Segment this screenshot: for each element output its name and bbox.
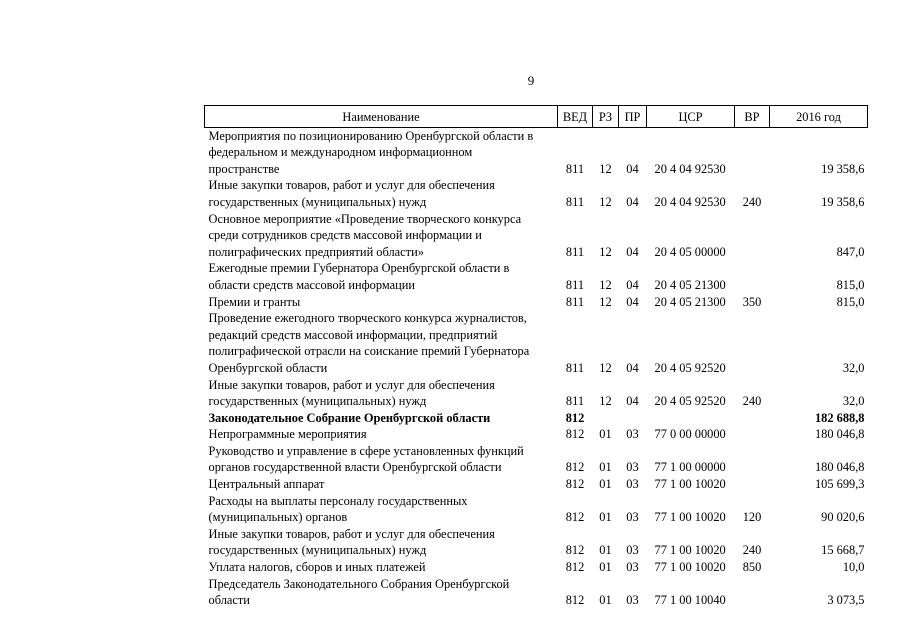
row-pr: 04 (626, 194, 639, 209)
table-row (205, 260, 868, 293)
row-vr (735, 576, 770, 609)
row-name-line: государственных (муниципальных) нужд (208, 543, 427, 558)
table-row (205, 211, 868, 261)
row-name-line: области средств массовой информации (208, 277, 415, 292)
row-vr (735, 211, 770, 261)
row-csr: 20 4 04 92530 (654, 161, 726, 176)
row-vr (735, 127, 770, 177)
row-csr: 20 4 05 92520 (654, 360, 726, 375)
row-name-line: Законодательное Собрание Оренбургской области (208, 410, 491, 425)
row-vr (735, 443, 770, 476)
row-name (205, 476, 558, 493)
row-name-line: Иные закупки товаров, работ и услуг для обеспечения (208, 377, 495, 392)
row-name (205, 426, 558, 443)
row-rz: 01 (599, 460, 612, 475)
row-amount: 815,0 (836, 277, 865, 292)
row-ved: 811 (565, 244, 585, 259)
row-name-line: Ежегодные премии Губернатора Оренбургской области в (208, 261, 510, 276)
row-ved: 811 (565, 394, 585, 409)
row-ved: 812 (565, 510, 585, 525)
table-row (205, 443, 868, 476)
row-csr: 77 1 00 10040 (654, 593, 726, 608)
row-amount: 10,0 (842, 560, 865, 575)
row-ved: 812 (565, 410, 585, 425)
table-row (205, 493, 868, 526)
row-name (205, 177, 558, 210)
row-ved: 811 (565, 161, 585, 176)
row-pr: 04 (626, 277, 639, 292)
table-row (205, 410, 868, 427)
row-csr: 20 4 05 92520 (654, 394, 726, 409)
table-row (205, 576, 868, 609)
row-vr: 850 (742, 560, 762, 575)
header-csr: ЦСР (647, 106, 735, 128)
header-vr: ВР (735, 106, 770, 128)
row-name (205, 211, 558, 261)
budget-table (204, 105, 868, 609)
row-amount: 180 046,8 (814, 427, 865, 442)
row-pr: 03 (626, 543, 639, 558)
row-name-line: органов государственной власти Оренбургской области (208, 460, 502, 475)
row-name (205, 410, 558, 427)
row-csr (647, 410, 735, 427)
row-name (205, 576, 558, 609)
row-amount: 180 046,8 (814, 460, 865, 475)
row-pr: 03 (626, 510, 639, 525)
row-name-line: Иные закупки товаров, работ и услуг для обеспечения (208, 526, 495, 541)
row-pr: 03 (626, 427, 639, 442)
row-vr (735, 260, 770, 293)
row-csr: 77 1 00 10020 (654, 560, 726, 575)
row-csr: 77 1 00 10020 (654, 477, 726, 492)
row-rz: 12 (599, 194, 612, 209)
row-ved: 812 (565, 560, 585, 575)
row-rz: 12 (599, 394, 612, 409)
header-ved: ВЕД (558, 106, 593, 128)
row-rz: 12 (599, 360, 612, 375)
row-csr: 20 4 05 21300 (654, 277, 726, 292)
row-vr: 240 (742, 543, 762, 558)
row-name-line: области (208, 593, 250, 608)
table-row (205, 526, 868, 559)
row-name-line: Проведение ежегодного творческого конкурса журналистов, (208, 311, 527, 326)
row-csr: 77 1 00 00000 (654, 460, 726, 475)
row-rz: 01 (599, 543, 612, 558)
row-amount: 847,0 (836, 244, 865, 259)
row-rz: 12 (599, 294, 612, 309)
row-pr: 03 (626, 560, 639, 575)
row-csr: 77 0 00 00000 (654, 427, 726, 442)
row-ved: 811 (565, 194, 585, 209)
row-rz: 12 (599, 244, 612, 259)
row-vr: 240 (742, 194, 762, 209)
table-header-row (205, 106, 868, 128)
row-name-line: Председатель Законодательного Собрания Оренбургской (208, 576, 510, 591)
row-name-line: Иные закупки товаров, работ и услуг для обеспечения (208, 178, 495, 193)
row-name (205, 443, 558, 476)
row-name (205, 260, 558, 293)
row-amount: 32,0 (842, 360, 865, 375)
row-pr: 04 (626, 294, 639, 309)
row-name-line: Непрограммные мероприятия (208, 427, 367, 442)
row-name-line: Оренбургской области (208, 360, 328, 375)
header-year: 2016 год (770, 106, 868, 128)
row-name-line: государственных (муниципальных) нужд (208, 194, 427, 209)
row-name-line: редакций средств массовой информации, предприятий (208, 327, 498, 342)
row-vr (735, 426, 770, 443)
row-name-line: Уплата налогов, сборов и иных платежей (208, 560, 426, 575)
table-row (205, 127, 868, 177)
row-name (205, 493, 558, 526)
table-row (205, 310, 868, 376)
row-csr: 20 4 05 21300 (654, 294, 726, 309)
row-rz: 12 (599, 277, 612, 292)
row-rz: 01 (599, 510, 612, 525)
row-ved: 811 (565, 277, 585, 292)
table-row (205, 294, 868, 311)
row-ved: 812 (565, 460, 585, 475)
row-vr: 240 (742, 394, 762, 409)
row-ved: 812 (565, 593, 585, 608)
row-name-line: Премии и гранты (208, 294, 301, 309)
row-rz (593, 410, 619, 427)
row-name-line: государственных (муниципальных) нужд (208, 394, 427, 409)
row-amount: 15 668,7 (821, 543, 865, 558)
row-name (205, 294, 558, 311)
row-ved: 812 (565, 477, 585, 492)
row-pr: 03 (626, 477, 639, 492)
row-amount: 19 358,6 (821, 161, 865, 176)
row-rz: 01 (599, 593, 612, 608)
row-ved: 811 (565, 360, 585, 375)
row-name-line: федеральном и международном информационном (208, 145, 473, 160)
row-pr: 03 (626, 460, 639, 475)
row-name-line: среди сотрудников средств массовой информации и (208, 228, 482, 243)
row-name-line: Мероприятия по позиционированию Оренбургской области в (208, 128, 534, 143)
row-name-line: Руководство и управление в сфере установленных функций (208, 443, 524, 458)
row-pr (619, 410, 647, 427)
table-row (205, 177, 868, 210)
row-csr: 20 4 05 00000 (654, 244, 726, 259)
row-pr: 03 (626, 593, 639, 608)
row-pr: 04 (626, 394, 639, 409)
row-name-line: Центральный аппарат (208, 477, 325, 492)
table-row (205, 426, 868, 443)
table-body (205, 127, 868, 609)
row-amount: 19 358,6 (821, 194, 865, 209)
row-ved: 811 (565, 294, 585, 309)
row-vr (735, 476, 770, 493)
row-name-line: Расходы на выплаты персоналу государственных (208, 493, 468, 508)
table-row (205, 476, 868, 493)
row-name-line: полиграфической отрасли на соискание премий Губернатора (208, 344, 530, 359)
page-number: 9 (527, 73, 535, 88)
row-pr: 04 (626, 161, 639, 176)
table-row (205, 559, 868, 576)
row-amount: 105 699,3 (814, 477, 865, 492)
row-vr: 120 (742, 510, 762, 525)
row-ved: 812 (565, 427, 585, 442)
row-rz: 01 (599, 477, 612, 492)
row-csr: 20 4 04 92530 (654, 194, 726, 209)
row-name (205, 127, 558, 177)
row-csr: 77 1 00 10020 (654, 543, 726, 558)
row-ved: 812 (565, 543, 585, 558)
row-rz: 01 (599, 560, 612, 575)
row-vr (735, 310, 770, 376)
row-name (205, 559, 558, 576)
table-row (205, 377, 868, 410)
row-name-line: Основное мероприятие «Проведение творческого конкурса (208, 211, 522, 226)
row-name-line: полиграфических предприятий области» (208, 244, 424, 259)
row-name (205, 310, 558, 376)
row-vr: 350 (742, 294, 762, 309)
row-amount: 90 020,6 (821, 510, 865, 525)
row-pr: 04 (626, 360, 639, 375)
header-name: Наименование (205, 106, 558, 128)
row-name (205, 377, 558, 410)
row-csr: 77 1 00 10020 (654, 510, 726, 525)
row-vr (735, 410, 770, 427)
row-amount: 3 073,5 (827, 593, 865, 608)
header-rz: РЗ (593, 106, 619, 128)
row-amount: 182 688,8 (814, 410, 865, 425)
row-rz: 12 (599, 161, 612, 176)
row-amount: 32,0 (842, 394, 865, 409)
row-name-line: (муниципальных) органов (208, 510, 348, 525)
row-pr: 04 (626, 244, 639, 259)
row-name-line: пространстве (208, 161, 280, 176)
header-pr: ПР (619, 106, 647, 128)
row-name (205, 526, 558, 559)
row-amount: 815,0 (836, 294, 865, 309)
row-rz: 01 (599, 427, 612, 442)
